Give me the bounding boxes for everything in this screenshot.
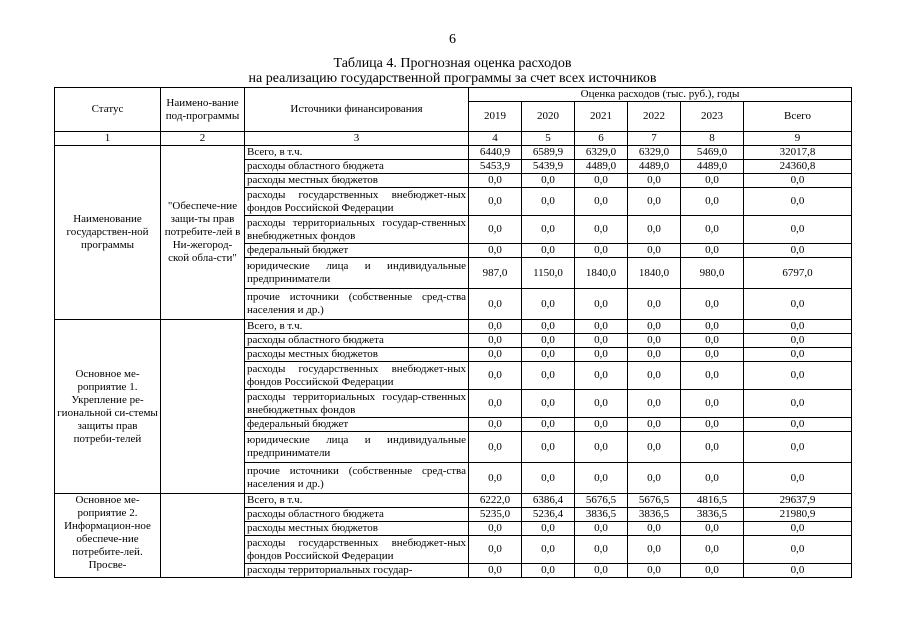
value-cell: 5236,4 bbox=[522, 508, 575, 522]
value-cell: 0,0 bbox=[522, 244, 575, 258]
total-cell: 0,0 bbox=[744, 432, 852, 463]
value-cell: 1840,0 bbox=[575, 258, 628, 289]
value-cell: 0,0 bbox=[522, 188, 575, 216]
header-sources: Источники финансирования bbox=[245, 88, 469, 132]
header-year: 2019 bbox=[469, 102, 522, 132]
value-cell: 0,0 bbox=[575, 362, 628, 390]
value-cell: 0,0 bbox=[681, 564, 744, 578]
column-index: 4 bbox=[469, 132, 522, 146]
total-cell: 0,0 bbox=[744, 244, 852, 258]
value-cell: 0,0 bbox=[681, 174, 744, 188]
value-cell: 0,0 bbox=[628, 418, 681, 432]
value-cell: 0,0 bbox=[522, 362, 575, 390]
value-cell: 4489,0 bbox=[575, 160, 628, 174]
total-cell: 0,0 bbox=[744, 418, 852, 432]
header-year: 2020 bbox=[522, 102, 575, 132]
table-row bbox=[55, 146, 852, 160]
total-cell: 24360,8 bbox=[744, 160, 852, 174]
value-cell: 3836,5 bbox=[681, 508, 744, 522]
source-cell: расходы территориальных государ-ственных внебюджетных фондов bbox=[245, 390, 469, 418]
value-cell: 0,0 bbox=[522, 348, 575, 362]
source-cell: расходы государственных внебюджет-ных фондов Российской Федерации bbox=[245, 188, 469, 216]
value-cell: 6386,4 bbox=[522, 494, 575, 508]
value-cell: 0,0 bbox=[681, 188, 744, 216]
column-index: 8 bbox=[681, 132, 744, 146]
value-cell: 987,0 bbox=[469, 258, 522, 289]
source-cell: юридические лица и индивидуальные предприниматели bbox=[245, 258, 469, 289]
total-cell: 0,0 bbox=[744, 216, 852, 244]
value-cell: 0,0 bbox=[522, 216, 575, 244]
value-cell: 0,0 bbox=[628, 536, 681, 564]
value-cell: 0,0 bbox=[469, 564, 522, 578]
value-cell: 4489,0 bbox=[681, 160, 744, 174]
value-cell: 0,0 bbox=[469, 362, 522, 390]
value-cell: 0,0 bbox=[522, 390, 575, 418]
value-cell: 0,0 bbox=[469, 289, 522, 320]
value-cell: 5676,5 bbox=[575, 494, 628, 508]
header-year: 2021 bbox=[575, 102, 628, 132]
source-cell: юридические лица и индивидуальные предприниматели bbox=[245, 432, 469, 463]
total-cell: 0,0 bbox=[744, 522, 852, 536]
value-cell: 5469,0 bbox=[681, 146, 744, 160]
value-cell: 0,0 bbox=[469, 174, 522, 188]
total-cell: 0,0 bbox=[744, 390, 852, 418]
subprogram-cell: "Обеспече-ние защи-ты прав потребите-лей в Ни-жегород-ской обла-сти" bbox=[161, 146, 245, 320]
value-cell: 0,0 bbox=[575, 334, 628, 348]
value-cell: 0,0 bbox=[681, 216, 744, 244]
status-cell: Наименование государствен-ной программы bbox=[55, 146, 161, 320]
value-cell: 0,0 bbox=[469, 390, 522, 418]
value-cell: 0,0 bbox=[628, 334, 681, 348]
total-cell: 0,0 bbox=[744, 362, 852, 390]
value-cell: 0,0 bbox=[628, 216, 681, 244]
value-cell: 0,0 bbox=[575, 320, 628, 334]
value-cell: 0,0 bbox=[681, 320, 744, 334]
header-estimate: Оценка расходов (тыс. руб.), годы bbox=[469, 88, 852, 102]
value-cell: 0,0 bbox=[681, 418, 744, 432]
total-cell: 0,0 bbox=[744, 188, 852, 216]
value-cell: 0,0 bbox=[469, 432, 522, 463]
value-cell: 6222,0 bbox=[469, 494, 522, 508]
value-cell: 0,0 bbox=[628, 362, 681, 390]
value-cell: 0,0 bbox=[575, 418, 628, 432]
value-cell: 0,0 bbox=[575, 564, 628, 578]
value-cell: 0,0 bbox=[681, 522, 744, 536]
subprogram-cell bbox=[161, 494, 245, 578]
value-cell: 0,0 bbox=[469, 320, 522, 334]
value-cell: 6329,0 bbox=[575, 146, 628, 160]
total-cell: 0,0 bbox=[744, 289, 852, 320]
table-title: Таблица 4. Прогнозная оценка расходов bbox=[333, 56, 572, 71]
total-cell: 29637,9 bbox=[744, 494, 852, 508]
value-cell: 3836,5 bbox=[575, 508, 628, 522]
value-cell: 0,0 bbox=[575, 390, 628, 418]
value-cell: 0,0 bbox=[628, 174, 681, 188]
value-cell: 0,0 bbox=[575, 289, 628, 320]
source-cell: расходы государственных внебюджет-ных фондов Российской Федерации bbox=[245, 536, 469, 564]
value-cell: 0,0 bbox=[522, 564, 575, 578]
value-cell: 0,0 bbox=[522, 432, 575, 463]
value-cell: 0,0 bbox=[575, 432, 628, 463]
value-cell: 4816,5 bbox=[681, 494, 744, 508]
value-cell: 0,0 bbox=[628, 188, 681, 216]
value-cell: 0,0 bbox=[681, 390, 744, 418]
column-index-row bbox=[55, 132, 852, 146]
total-cell: 21980,9 bbox=[744, 508, 852, 522]
total-cell: 0,0 bbox=[744, 564, 852, 578]
source-cell: расходы местных бюджетов bbox=[245, 522, 469, 536]
value-cell: 0,0 bbox=[681, 463, 744, 494]
status-cell: Основное ме-роприятие 1. Укрепление ре-гиональной си-стемы защиты прав потреби-телей bbox=[55, 320, 161, 494]
value-cell: 5453,9 bbox=[469, 160, 522, 174]
source-cell: прочие источники (собственные сред-ства населения и др.) bbox=[245, 463, 469, 494]
value-cell: 5235,0 bbox=[469, 508, 522, 522]
total-cell: 0,0 bbox=[744, 334, 852, 348]
value-cell: 0,0 bbox=[628, 320, 681, 334]
value-cell: 0,0 bbox=[628, 432, 681, 463]
value-cell: 6589,9 bbox=[522, 146, 575, 160]
value-cell: 0,0 bbox=[469, 334, 522, 348]
value-cell: 0,0 bbox=[575, 463, 628, 494]
value-cell: 0,0 bbox=[628, 463, 681, 494]
value-cell: 0,0 bbox=[469, 188, 522, 216]
total-cell: 32017,8 bbox=[744, 146, 852, 160]
total-cell: 0,0 bbox=[744, 348, 852, 362]
value-cell: 6440,9 bbox=[469, 146, 522, 160]
column-index: 7 bbox=[628, 132, 681, 146]
source-cell: прочие источники (собственные сред-ства населения и др.) bbox=[245, 289, 469, 320]
value-cell: 0,0 bbox=[522, 536, 575, 564]
subprogram-cell bbox=[161, 320, 245, 494]
value-cell: 0,0 bbox=[469, 216, 522, 244]
value-cell: 0,0 bbox=[681, 289, 744, 320]
source-cell: расходы областного бюджета bbox=[245, 334, 469, 348]
header-status: Статус bbox=[55, 88, 161, 132]
page-number: 6 bbox=[449, 32, 456, 47]
value-cell: 0,0 bbox=[522, 289, 575, 320]
value-cell: 0,0 bbox=[575, 188, 628, 216]
value-cell: 5676,5 bbox=[628, 494, 681, 508]
column-index: 3 bbox=[245, 132, 469, 146]
source-cell: федеральный бюджет bbox=[245, 244, 469, 258]
value-cell: 1150,0 bbox=[522, 258, 575, 289]
source-cell: Всего, в т.ч. bbox=[245, 320, 469, 334]
value-cell: 0,0 bbox=[681, 244, 744, 258]
value-cell: 0,0 bbox=[575, 244, 628, 258]
column-index: 1 bbox=[55, 132, 161, 146]
value-cell: 0,0 bbox=[681, 348, 744, 362]
header-subprogram: Наимено-вание под-программы bbox=[161, 88, 245, 132]
status-cell: Основное ме-роприятие 2. Информацион-ное обеспече-ние потребите-лей. Просве- bbox=[55, 494, 161, 578]
total-cell: 0,0 bbox=[744, 174, 852, 188]
value-cell: 0,0 bbox=[469, 244, 522, 258]
value-cell: 0,0 bbox=[575, 522, 628, 536]
value-cell: 0,0 bbox=[681, 536, 744, 564]
value-cell: 0,0 bbox=[681, 432, 744, 463]
value-cell: 0,0 bbox=[681, 334, 744, 348]
value-cell: 4489,0 bbox=[628, 160, 681, 174]
value-cell: 0,0 bbox=[575, 174, 628, 188]
value-cell: 0,0 bbox=[469, 418, 522, 432]
header-year: 2023 bbox=[681, 102, 744, 132]
value-cell: 0,0 bbox=[681, 362, 744, 390]
total-cell: 0,0 bbox=[744, 320, 852, 334]
value-cell: 0,0 bbox=[575, 216, 628, 244]
source-cell: расходы областного бюджета bbox=[245, 508, 469, 522]
total-cell: 0,0 bbox=[744, 536, 852, 564]
value-cell: 0,0 bbox=[628, 289, 681, 320]
value-cell: 0,0 bbox=[469, 536, 522, 564]
column-index: 5 bbox=[522, 132, 575, 146]
value-cell: 5439,9 bbox=[522, 160, 575, 174]
value-cell: 0,0 bbox=[522, 320, 575, 334]
value-cell: 0,0 bbox=[469, 522, 522, 536]
value-cell: 0,0 bbox=[575, 536, 628, 564]
source-cell: Всего, в т.ч. bbox=[245, 146, 469, 160]
source-cell: Всего, в т.ч. bbox=[245, 494, 469, 508]
value-cell: 0,0 bbox=[628, 244, 681, 258]
value-cell: 0,0 bbox=[522, 418, 575, 432]
column-index: 6 bbox=[575, 132, 628, 146]
table-row bbox=[55, 320, 852, 334]
value-cell: 0,0 bbox=[522, 174, 575, 188]
value-cell: 0,0 bbox=[628, 390, 681, 418]
source-cell: расходы государственных внебюджет-ных фондов Российской Федерации bbox=[245, 362, 469, 390]
value-cell: 0,0 bbox=[628, 564, 681, 578]
total-cell: 0,0 bbox=[744, 463, 852, 494]
source-cell: расходы территориальных государ-ственных внебюджетных фондов bbox=[245, 216, 469, 244]
value-cell: 0,0 bbox=[522, 334, 575, 348]
value-cell: 0,0 bbox=[522, 522, 575, 536]
header-total: Всего bbox=[744, 102, 852, 132]
source-cell: расходы местных бюджетов bbox=[245, 174, 469, 188]
source-cell: расходы местных бюджетов bbox=[245, 348, 469, 362]
table-subtitle: на реализацию государственной программы за счет всех источников bbox=[248, 71, 657, 86]
value-cell: 3836,5 bbox=[628, 508, 681, 522]
table-row bbox=[55, 494, 852, 508]
value-cell: 0,0 bbox=[522, 463, 575, 494]
column-index: 9 bbox=[744, 132, 852, 146]
value-cell: 0,0 bbox=[628, 522, 681, 536]
value-cell: 0,0 bbox=[469, 348, 522, 362]
value-cell: 980,0 bbox=[681, 258, 744, 289]
source-cell: расходы территориальных государ- bbox=[245, 564, 469, 578]
value-cell: 0,0 bbox=[469, 463, 522, 494]
value-cell: 0,0 bbox=[628, 348, 681, 362]
value-cell: 6329,0 bbox=[628, 146, 681, 160]
expense-estimate-table bbox=[54, 87, 852, 578]
value-cell: 1840,0 bbox=[628, 258, 681, 289]
header-year: 2022 bbox=[628, 102, 681, 132]
value-cell: 0,0 bbox=[575, 348, 628, 362]
source-cell: расходы областного бюджета bbox=[245, 160, 469, 174]
source-cell: федеральный бюджет bbox=[245, 418, 469, 432]
total-cell: 6797,0 bbox=[744, 258, 852, 289]
column-index: 2 bbox=[161, 132, 245, 146]
